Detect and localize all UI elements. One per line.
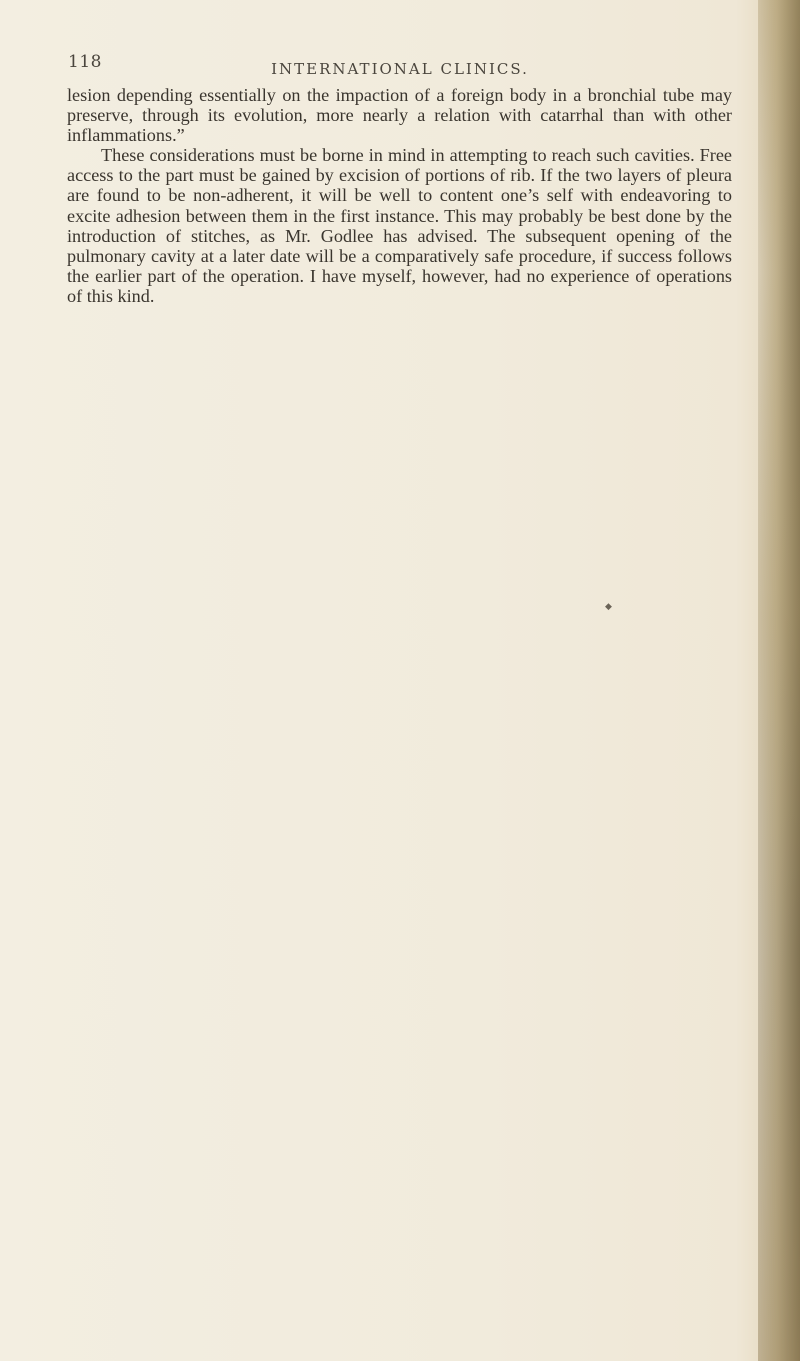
ink-speck: ◆ — [605, 602, 612, 612]
body-text — [67, 85, 732, 306]
paragraph-continuation: lesion depending essentially on the impaction of a foreign body in a bronchial tube may preserve, through its evolution, more nearly a relation with catarrhal than with other inflammations.” — [67, 85, 732, 146]
page-edge-shadow — [758, 0, 800, 1361]
paragraph-considerations: These considerations must be borne in mind in attempting to reach such cavities. Free access to the part must be gained by excision of portions of rib. If the two layers of pleura are found to be non-adherent, it will be well to content one’s self with endeavoring to excite adhesion between them in the first instance. This may probably be best done by the introduction of stitches, as Mr. Godlee has advised. The subsequent opening of the pulmonary cavity at a later date will be a comparatively safe procedure, if success follows the earlier part of the operation. I have myself, however, had no experience of operations of this kind. — [67, 145, 732, 306]
running-title: INTERNATIONAL CLINICS. — [271, 60, 529, 78]
page-number: 118 — [68, 52, 102, 72]
